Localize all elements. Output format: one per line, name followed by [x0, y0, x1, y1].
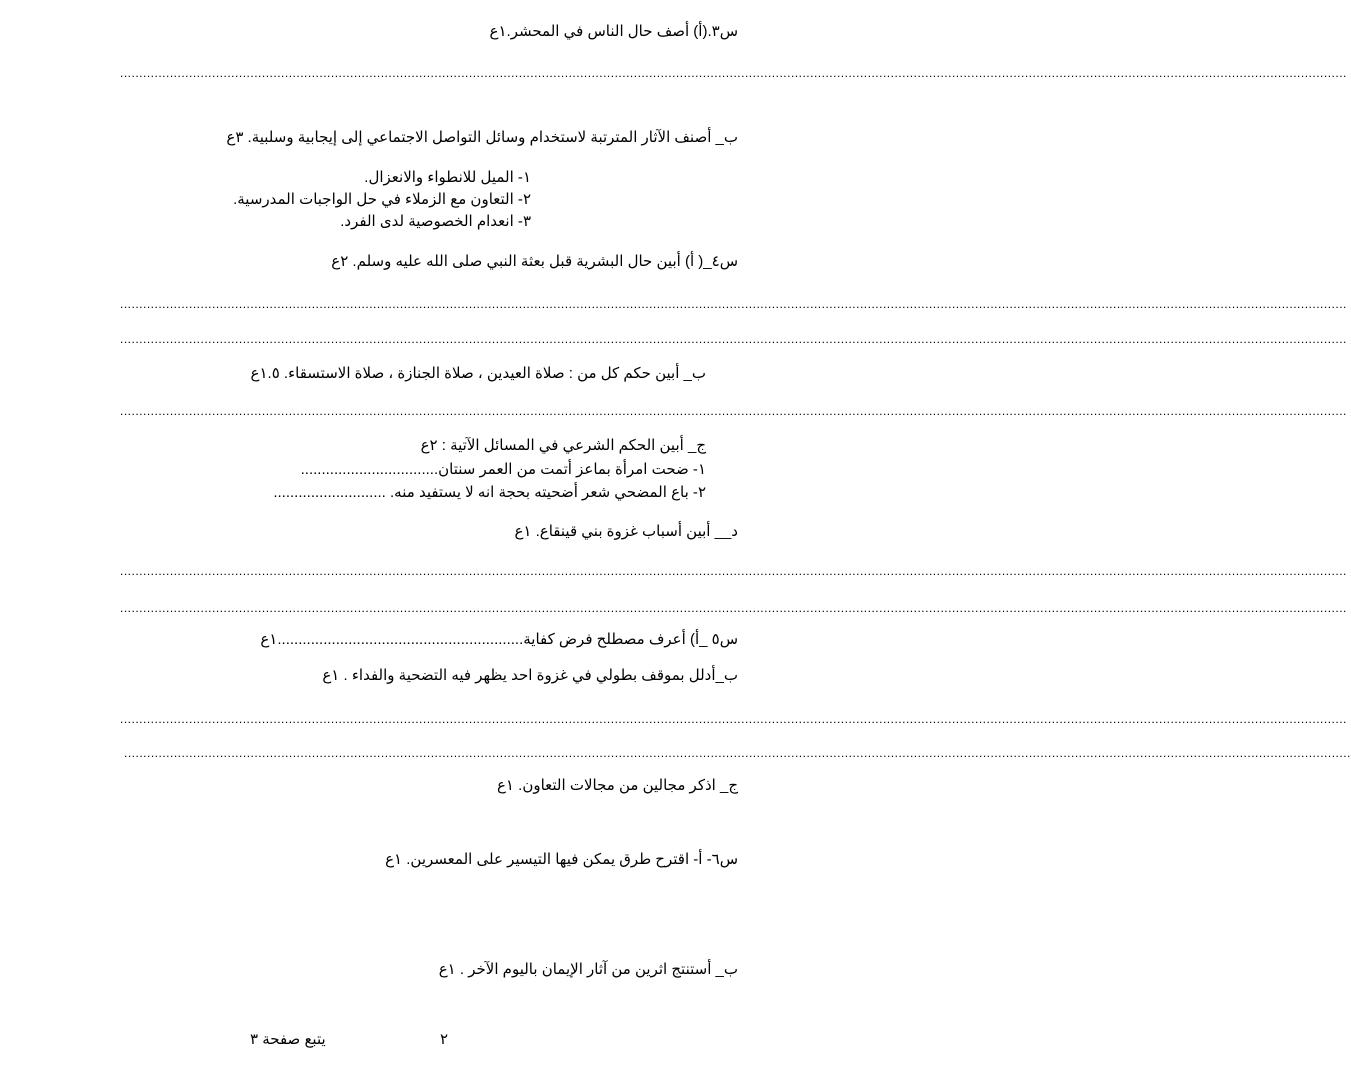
question-5c: ج_ اذكر مجالين من مجالات التعاون. ١ع — [496, 777, 738, 794]
list-item: ١- ضحت امرأة بماعز أتمت من العمر سنتان................................. — [300, 461, 706, 478]
answer-line: ................................................................................................................................................................................................................................................................................................................................ — [120, 297, 1347, 311]
list-item: ٢- التعاون مع الزملاء في حل الواجبات المدرسية. — [233, 191, 531, 208]
question-5a: س٥ _أ) أعرف مصطلح فرض كفاية...........................................................١ع — [260, 631, 738, 648]
list-item: ٢- باع المضحي شعر أضحيته بحجة انه لا يستفيد منه. ........................... — [273, 484, 706, 501]
question-4c: ج_ أبين الحكم الشرعي في المسائل الآتية : ٢ع — [420, 437, 706, 454]
question-6a: س٦- أ- اقترح طرق يمكن فيها التيسير على المعسرين. ١ع — [385, 851, 738, 868]
list-item: ١- الميل للانطواء والانعزال. — [364, 169, 531, 186]
list-item: ٣- انعدام الخصوصية لدى الفرد. — [340, 213, 531, 230]
question-4b: ب_ أبين حكم كل من : صلاة العيدين ، صلاة الجنازة ، صلاة الاستسقاء. ١.٥ع — [250, 365, 706, 382]
answer-line: ................................................................................................................................................................................................................................................................................................................................ — [120, 564, 1347, 578]
question-6b: ب_ أستنتج اثرين من آثار الإيمان باليوم الآخر . ١ع — [438, 961, 738, 978]
answer-line: ................................................................................................................................................................................................................................................................................................................................ — [120, 66, 1347, 80]
answer-line: ................................................................................................................................................................................................................................................................................................................................ — [120, 332, 1347, 346]
question-3a: س٣.(أ) أصف حال الناس في المحشر.١ع — [489, 23, 738, 40]
question-4a: س٤_( أ) أبين حال البشرية قبل بعثة النبي صلى الله عليه وسلم. ٢ع — [331, 253, 738, 270]
question-5b: ب_أدلل بموقف بطولي في غزوة احد يظهر فيه التضحية والفداء . ١ع — [322, 667, 738, 684]
continue-note: يتبع صفحة ٣ — [250, 1031, 326, 1048]
question-4d: د__ أبين أسباب غزوة بني قينقاع. ١ع — [514, 523, 738, 540]
answer-line: ................................................................................................................................................................................................................................................................................................................................ — [124, 746, 1351, 760]
answer-line: ................................................................................................................................................................................................................................................................................................................................ — [120, 712, 1347, 726]
answer-line: ................................................................................................................................................................................................................................................................................................................................ — [120, 601, 1347, 615]
page-number: ٢ — [440, 1031, 449, 1048]
question-3b: ب_ أصنف الآثار المترتبة لاستخدام وسائل التواصل الاجتماعي إلى إيجابية وسلبية. ٣ع — [226, 129, 738, 146]
answer-line: ................................................................................................................................................................................................................................................................................................................................ — [120, 404, 1347, 418]
